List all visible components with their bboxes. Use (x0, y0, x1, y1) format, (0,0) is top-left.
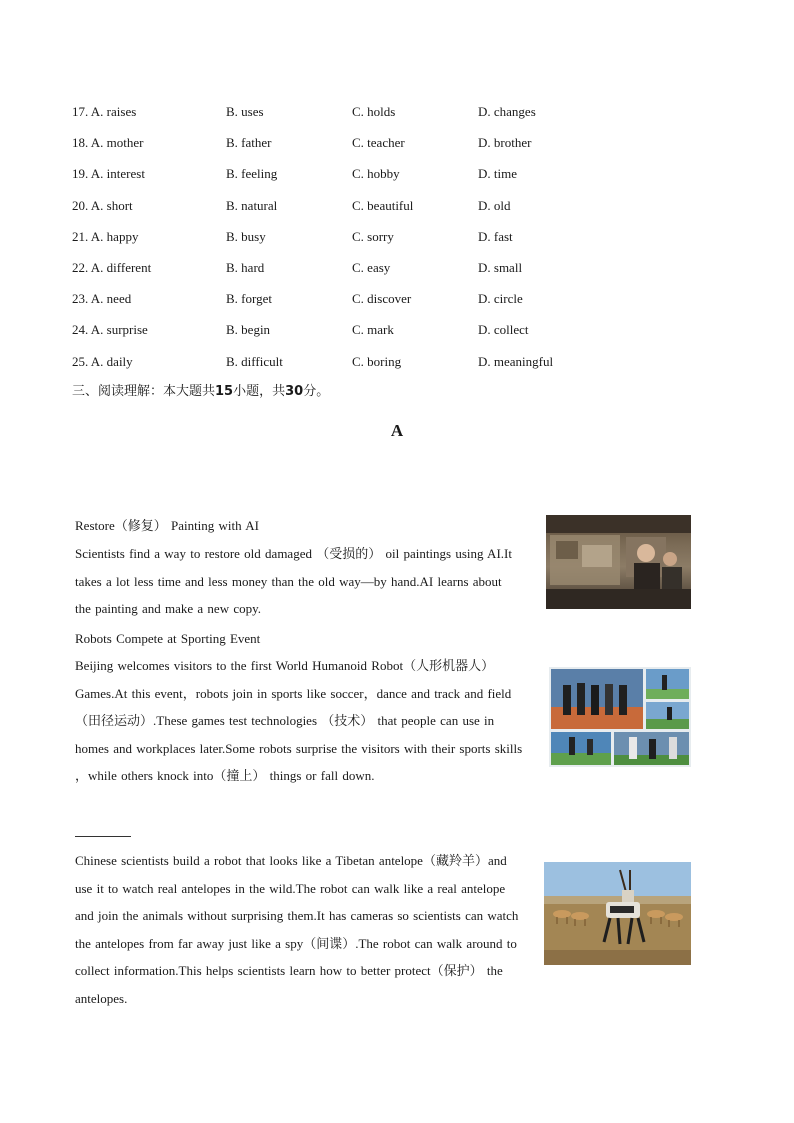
story-body-antelope: Chinese scientists build a robot that looks like a Tibetan antelope（藏羚羊）and use it to watch real antelopes in the wild.The robot can walk like a real antelope and join the animals without surprising them.It has cameras so scientists can watch the antelopes from far away just like a spy（间谍）.The robot can walk around to collect information.This helps scientists learn how to better protect（保护） the antelopes. (75, 853, 519, 1006)
section-heading: 三、阅读理解：本大题共15小题，共30分。 (72, 384, 330, 399)
option-c: C. teacher (352, 135, 405, 151)
option-b: B. busy (226, 228, 266, 244)
option-b: B. hard (226, 259, 265, 275)
option-b: B. difficult (226, 353, 283, 369)
story-title-restore: Restore（修复） Painting with AI (75, 518, 259, 533)
robot-antelope-photo (544, 862, 691, 965)
option-c: C. easy (352, 259, 391, 275)
question-row (72, 228, 632, 259)
robot-games-collage (549, 667, 691, 767)
option-b: B. natural (226, 197, 278, 213)
question-row (72, 259, 632, 290)
option-c: C. boring (352, 353, 402, 369)
option-d: D. meaningful (478, 353, 554, 369)
question-row (72, 321, 632, 352)
painting-restoration-photo (546, 515, 691, 609)
question-row (72, 165, 632, 196)
option-a: 21. A. happy (72, 228, 139, 244)
question-row (72, 290, 632, 321)
question-row (72, 103, 632, 134)
option-a: 22. A. different (72, 259, 152, 275)
option-c: C. discover (352, 291, 412, 307)
option-b: B. begin (226, 322, 271, 338)
option-c: C. holds (352, 104, 396, 119)
option-a: 25. A. daily (72, 353, 133, 369)
section-divider (75, 836, 131, 837)
option-d: D. circle (478, 291, 523, 307)
story-title-robots: Robots Compete at Sporting Event (75, 631, 261, 646)
passage-letter: A (390, 421, 404, 440)
option-a: 19. A. interest (72, 166, 145, 182)
option-d: D. changes (478, 104, 536, 119)
option-b: B. uses (226, 104, 264, 119)
question-row (72, 353, 632, 384)
option-d: D. fast (478, 228, 513, 244)
option-a: 17. A. raises (72, 104, 137, 119)
option-a: 20. A. short (72, 197, 133, 213)
option-d: D. old (478, 197, 511, 213)
option-b: B. father (226, 135, 272, 151)
answer-options (72, 103, 632, 384)
option-a: 24. A. surprise (72, 322, 148, 338)
option-b: B. feeling (226, 166, 278, 182)
option-b: B. forget (226, 291, 272, 307)
question-row (72, 134, 632, 165)
option-c: C. beautiful (352, 197, 414, 213)
option-a: 18. A. mother (72, 135, 144, 151)
question-row (72, 197, 632, 228)
option-c: C. hobby (352, 166, 400, 182)
story-body-restore: Scientists find a way to restore old damaged （受损的） oil paintings using AI.It takes a lot less time and less money than the old way—by hand.AI learns about the painting and make a new copy. (75, 546, 512, 617)
option-d: D. brother (478, 135, 532, 151)
story-body-robots: Beijing welcomes visitors to the first World Humanoid Robot（人形机器人）Games.At this event，robots join in sports like soccer，dance and track and field （田径运动）.These games test technologies （技术） that people can use in homes and workplaces later.Some robots surprise the visitors with their sports skills ，while others knock into（撞上） things or fall down. (75, 658, 523, 784)
option-a: 23. A. need (72, 291, 132, 307)
option-c: C. mark (352, 322, 394, 338)
option-c: C. sorry (352, 228, 394, 244)
option-d: D. collect (478, 322, 529, 338)
option-d: D. small (478, 259, 523, 275)
option-d: D. time (478, 166, 517, 182)
